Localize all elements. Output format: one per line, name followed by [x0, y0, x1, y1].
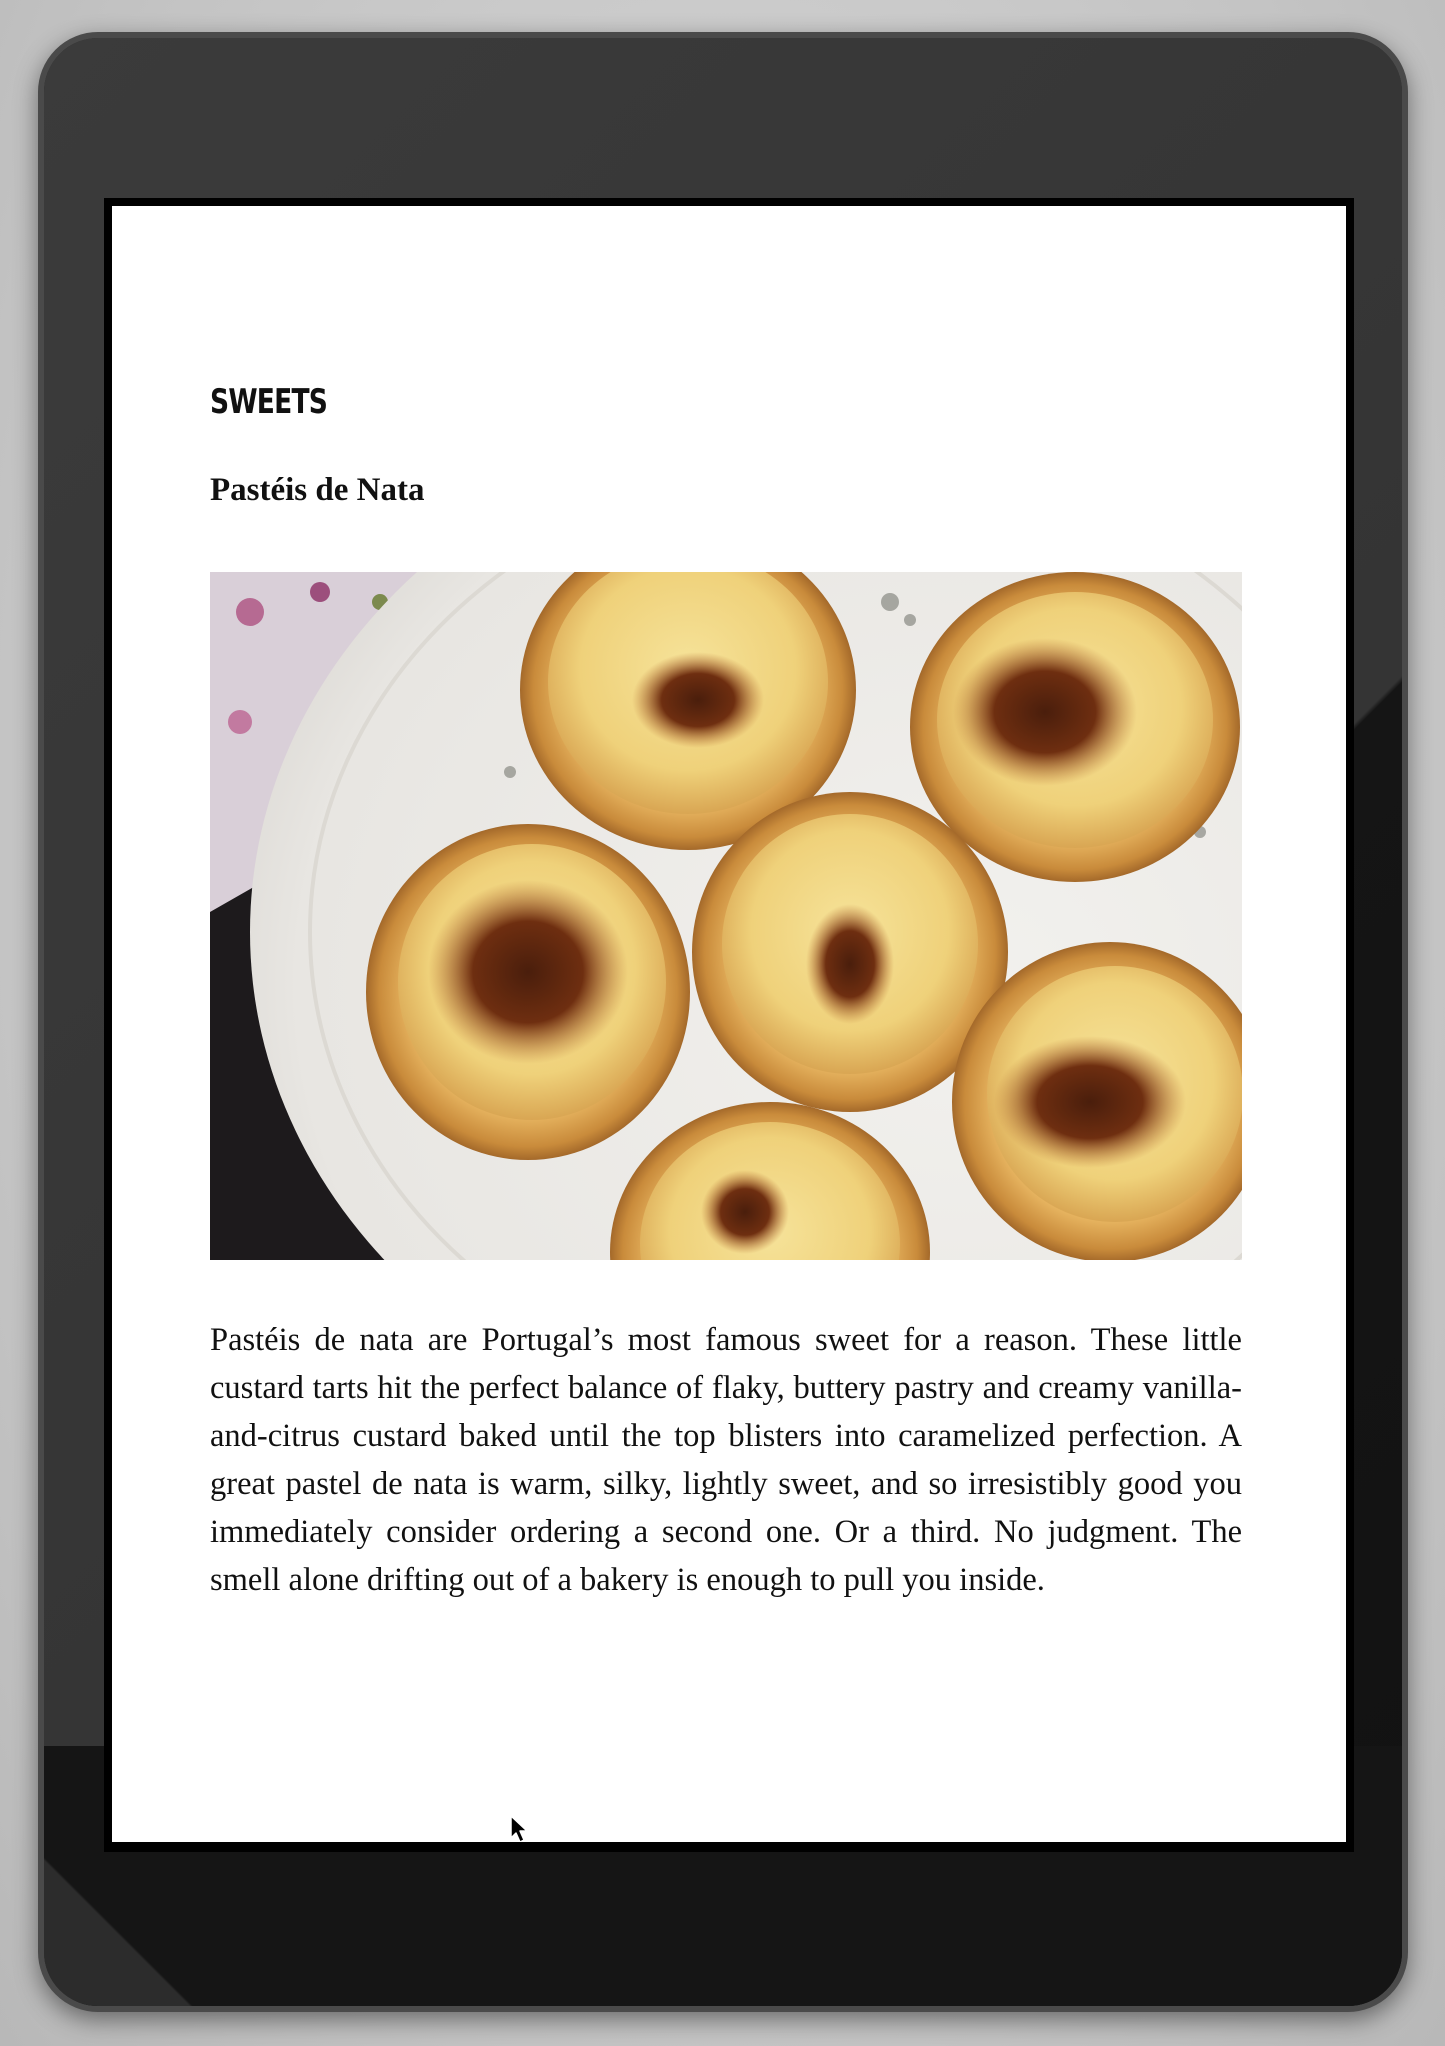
ebook-page[interactable] [112, 206, 1346, 1842]
pastel-de-nata-photo [210, 572, 1242, 1260]
recipe-description: Pastéis de nata are Portugal’s most famous sweet for a reason. These little custard tarts hit the perfect balance of flaky, buttery pastry and creamy vanilla-and-citrus custard baked until the top blisters into caramelized perfection. A great pastel de nata is warm, silky, lightly sweet, and so irresistibly good you immediately consider ordering a second one. Or a third. No judgment. The smell alone drifting out of a bakery is enough to pull you inside. [210, 1322, 1242, 1598]
tablet-device [38, 32, 1408, 2012]
screen-frame [104, 198, 1354, 1852]
section-heading: SWEETS [210, 382, 328, 422]
recipe-title: Pastéis de Nata [210, 472, 425, 508]
mouse-pointer-icon [509, 1814, 531, 1842]
